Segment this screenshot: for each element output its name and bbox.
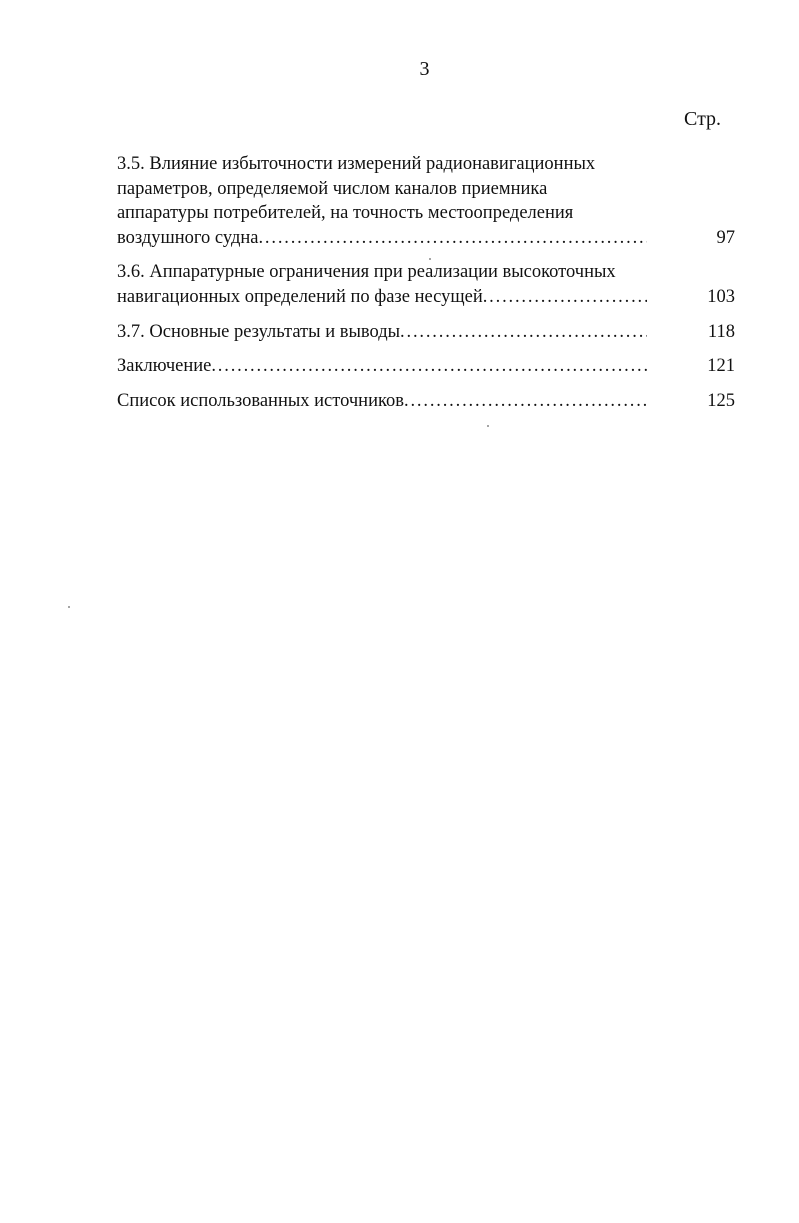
dot-leader bbox=[400, 320, 647, 345]
toc-entry-last-line bbox=[117, 320, 647, 345]
toc-page-number: 118 bbox=[707, 321, 735, 342]
toc-entry-conclusion[interactable] bbox=[117, 354, 735, 379]
scan-speck bbox=[68, 606, 70, 608]
toc-entry-text-line: Заключение bbox=[117, 356, 212, 377]
toc-entry-last-line bbox=[117, 226, 647, 251]
toc-entry-text-line: навигационных определений по фазе несущей bbox=[117, 286, 483, 307]
dot-leader bbox=[211, 354, 647, 379]
toc-page-number: 121 bbox=[707, 356, 735, 377]
table-of-contents bbox=[117, 152, 735, 423]
dot-leader bbox=[404, 389, 647, 414]
toc-entry-text-line: аппаратуры потребителей, на точность местоопределения bbox=[117, 203, 574, 224]
toc-entry-text-line: 3.7. Основные результаты и выводы bbox=[117, 321, 401, 342]
page-number: 3 bbox=[419, 58, 430, 80]
toc-entry-text-line: Список использованных источников bbox=[117, 390, 405, 411]
toc-entry-text-line: воздушного судна bbox=[117, 227, 259, 248]
toc-entry-last-line bbox=[117, 285, 647, 310]
toc-entry-text-line: параметров, определяемой числом каналов приемника bbox=[117, 178, 548, 199]
toc-entry-3-6[interactable] bbox=[117, 260, 735, 309]
toc-page-number: 125 bbox=[707, 390, 735, 411]
toc-page-number: 97 bbox=[716, 227, 735, 248]
scan-speck bbox=[487, 425, 489, 427]
toc-entry-last-line bbox=[117, 389, 647, 414]
toc-entry-text-line: 3.6. Аппаратурные ограничения при реализации высокоточных bbox=[117, 262, 616, 283]
toc-entry-references[interactable] bbox=[117, 389, 735, 414]
dot-leader bbox=[258, 226, 647, 251]
scan-speck bbox=[429, 258, 431, 260]
dot-leader bbox=[483, 285, 647, 310]
toc-entry-3-7[interactable] bbox=[117, 320, 735, 345]
page-column-header: Стр. bbox=[684, 108, 722, 130]
toc-entry-last-line bbox=[117, 354, 647, 379]
toc-entry-text-line: 3.5. Влияние избыточности измерений радионавигационных bbox=[117, 154, 596, 174]
toc-entry-3-5[interactable] bbox=[117, 152, 735, 250]
toc-page-number: 103 bbox=[707, 286, 735, 307]
